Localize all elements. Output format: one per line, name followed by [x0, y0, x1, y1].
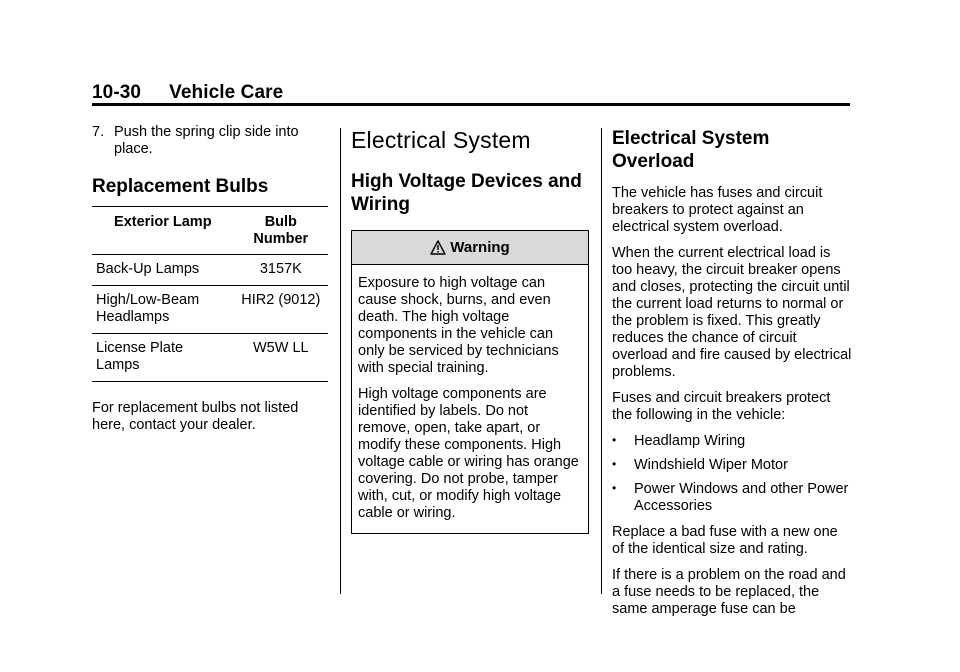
step-number: 7. [92, 124, 105, 140]
page-header [92, 82, 283, 104]
table-header-exterior-lamp: Exterior Lamp [92, 207, 234, 255]
warning-box [351, 230, 589, 534]
replacement-bulbs-heading: Replacement Bulbs [92, 176, 269, 197]
table-cell: Back-Up Lamps [92, 255, 234, 286]
table-cell: HIR2 (9012) [234, 286, 328, 334]
bullet-icon: • [612, 433, 617, 447]
bullet-icon: • [612, 481, 617, 495]
table-cell: 3157K [234, 255, 328, 286]
overload-heading: Electrical System Overload [612, 128, 770, 172]
paragraph: When the current electrical load is too heavy, the circuit breaker opens and closes, protecting the circuit until the current load returns to normal or the problem is fixed. This greatly reduces the chance of circuit overload and fire caused by electrical problems. [612, 245, 852, 380]
dealer-note: For replacement bulbs not listed here, contact your dealer. [92, 400, 299, 433]
paragraph: Fuses and circuit breakers protect the following in the vehicle: [612, 390, 831, 423]
section-title: Vehicle Care [169, 82, 284, 103]
list-item: • Headlamp Wiring [612, 433, 746, 449]
table-row [92, 334, 328, 382]
step-text: Push the spring clip side into place. [114, 124, 299, 157]
list-item: • Power Windows and other Power Accessories [612, 481, 849, 514]
electrical-system-title: Electrical System [351, 127, 531, 153]
bulb-table [92, 206, 328, 382]
table-cell: W5W LL [234, 334, 328, 382]
table-header-bulb-number: Bulb Number [234, 207, 328, 255]
header-rule [92, 103, 850, 106]
column-divider-2 [601, 128, 602, 594]
protected-items-list [612, 433, 852, 515]
column-2 [351, 126, 591, 534]
paragraph: The vehicle has fuses and circuit breakers to protect against an electrical system overload. [612, 185, 823, 235]
warning-label: Warning [450, 239, 510, 256]
column-divider-1 [340, 128, 341, 594]
bullet-icon: • [612, 457, 617, 471]
step-item [92, 124, 328, 158]
table-cell: High/Low-Beam Headlamps [92, 286, 234, 334]
table-cell: License Plate Lamps [92, 334, 234, 382]
table-row [92, 255, 328, 286]
column-1 [92, 124, 328, 443]
paragraph: Replace a bad fuse with a new one of the identical size and rating. [612, 524, 838, 557]
warning-paragraph: High voltage components are identified by labels. Do not remove, open, take apart, or modify these components. High voltage cable or wiring has orange covering. Do not probe, tamper with, cut, or modify high voltage cable or wiring. [358, 386, 579, 521]
warning-triangle-icon [430, 240, 446, 255]
high-voltage-heading: High Voltage Devices and Wiring [351, 171, 582, 215]
table-row [92, 286, 328, 334]
paragraph: If there is a problem on the road and a fuse needs to be replaced, the same amperage fuse can be [612, 567, 846, 617]
warning-paragraph: Exposure to high voltage can cause shock, burns, and even death. The high voltage components in the vehicle can only be serviced by technicians with special training. [358, 275, 559, 376]
warning-body [352, 265, 588, 533]
list-item: • Windshield Wiper Motor [612, 457, 788, 473]
page-number: 10-30 [92, 82, 142, 103]
column-3 [612, 127, 852, 627]
warning-header [352, 231, 588, 265]
